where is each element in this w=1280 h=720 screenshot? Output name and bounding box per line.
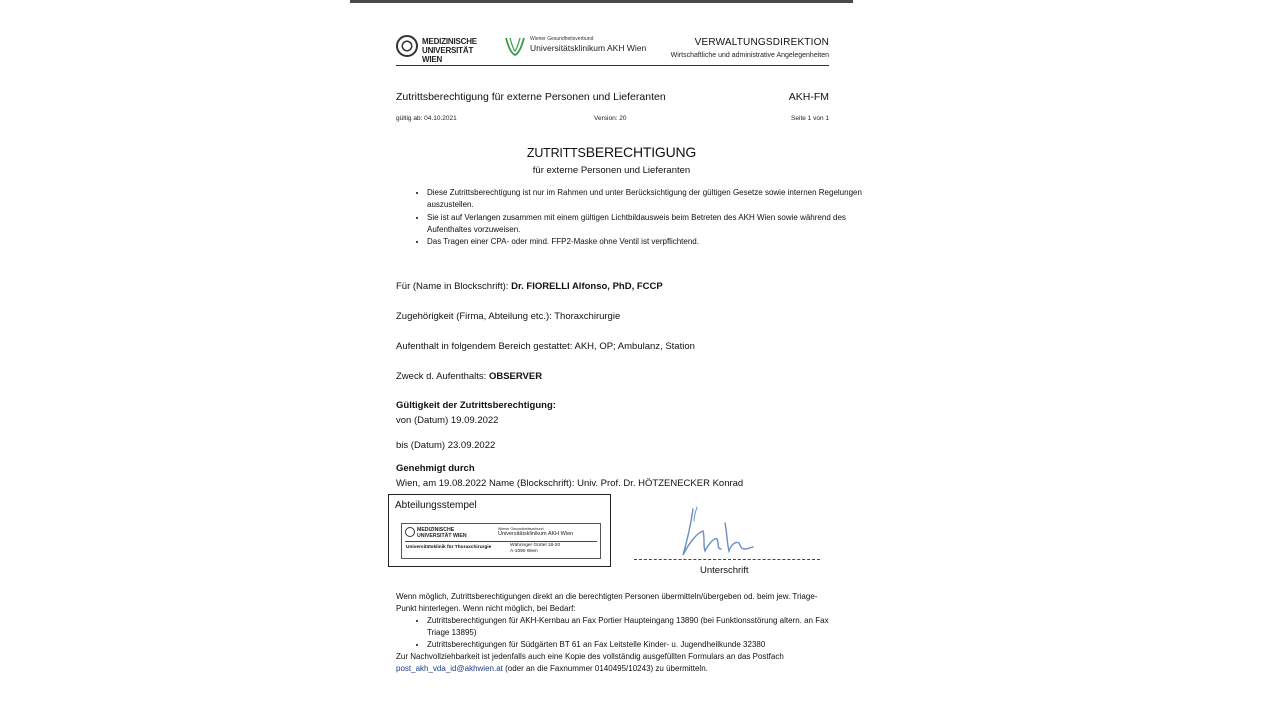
stamp-clinic: Universitätsklinik für Thoraxchirurgie xyxy=(406,545,492,550)
meduni-logo-text: MEDIZINISCHE UNIVERSITÄT WIEN xyxy=(422,37,477,64)
akh-logo xyxy=(504,33,664,59)
department-subtitle: Wirtschaftliche und administrative Angelegenheiten xyxy=(670,52,829,59)
validity-heading: Gültigkeit der Zutrittsberechtigung: xyxy=(396,400,556,411)
page-number: Seite 1 von 1 xyxy=(791,115,829,122)
department-stamp-box xyxy=(388,494,611,567)
name-field: Für (Name in Blockschrift): Dr. FIORELLI Alfonso, PhD, FCCP xyxy=(396,281,663,292)
main-title: ZUTRITTSBERECHTIGUNG xyxy=(526,144,697,160)
footer-outro: Zur Nachvollziehbarkeit ist jedenfalls auch eine Kopie des vollständig ausgefüllten Formulars an das Postfach post_akh_vda_id@akhwien.at (oder an die Faxnummer 0140495/10243) zu übermitteln. xyxy=(396,652,784,673)
list-item: • Sie ist auf Verlangen zusammen mit einem gültigen Lichtbildausweis beim Betreten des AKH Wien sowie während des Aufenthaltes vorzuweisen. xyxy=(427,212,867,237)
stamp-address: Währinger Gürtel 18-20 A-1090 Wien xyxy=(510,543,561,554)
footer-list xyxy=(396,615,836,651)
stamp-label: Abteilungsstempel xyxy=(395,500,477,511)
meduni-seal-icon xyxy=(396,35,418,57)
stamp-akh-text: Wiener Gesundheitsverbund Universitätsklinikum AKH Wien xyxy=(498,527,574,537)
approved-line: Wien, am 19.08.2022 Name (Blockschrift): Univ. Prof. Dr. HÖTZENECKER Konrad xyxy=(396,478,744,489)
department-stamp xyxy=(401,523,601,559)
affiliation-field: Zugehörigkeit (Firma, Abteilung etc.): Thoraxchirurgie xyxy=(396,311,621,322)
document-page xyxy=(350,3,862,720)
department-title: VERWALTUNGSDIREKTION xyxy=(694,37,829,48)
document-title: Zutrittsberechtigung für externe Personen und Lieferanten xyxy=(396,91,666,103)
meduni-logo xyxy=(396,33,496,64)
purpose-value: OBSERVER xyxy=(488,371,543,382)
handwritten-signature xyxy=(675,503,760,563)
footer-intro: Wenn möglich, Zutrittsberechtigungen direkt an die berechtigten Personen übermitteln/übergeben od. beim jew. Triage-Punkt hinterlegen. Wenn nicht möglich, bei Bedarf: xyxy=(396,592,818,613)
stamp-divider xyxy=(405,541,597,542)
list-item: • Zutrittsberechtigungen für AKH-Kernbau an Fax Portier Haupteingang 13890 (bei Funktionsstörung altern. an Fax Triage 13895) xyxy=(427,615,836,639)
name-value: Dr. FIORELLI Alfonso, PhD, FCCP xyxy=(511,281,663,292)
footer-instructions xyxy=(396,591,836,675)
email-link[interactable]: post_akh_vda_id@akhwien.at xyxy=(396,664,503,673)
valid-from: gültig ab: 04.10.2021 xyxy=(396,115,457,122)
list-item: • Das Tragen einer CPA- oder mind. FFP2-Maske ohne Ventil ist verpflichtend. xyxy=(427,236,867,248)
main-subtitle: für externe Personen und Lieferanten xyxy=(532,165,691,176)
letterhead xyxy=(396,31,829,66)
signature-line xyxy=(634,559,820,560)
akh-logo-subtitle: Wiener Gesundheitsverbund xyxy=(530,36,594,42)
version: Version: 20 xyxy=(594,115,627,122)
document-code: AKH-FM xyxy=(788,91,829,103)
stamp-meduni-text: MEDIZINISCHE UNIVERSITÄT WIEN xyxy=(417,527,467,539)
signature-label: Unterschrift xyxy=(700,565,749,576)
list-item: • Zutrittsberechtigungen für Südgärten BT 61 an Fax Leitstelle Kinder- u. Jugendheilkunde 32380 xyxy=(427,639,836,651)
akh-logo-icon xyxy=(504,35,526,57)
valid-until-date: bis (Datum) 23.09.2022 xyxy=(396,440,496,451)
purpose-field: Zweck d. Aufenthalts: OBSERVER xyxy=(396,371,543,382)
valid-from-date: von (Datum) 19.09.2022 xyxy=(396,415,499,426)
area-field: Aufenthalt in folgendem Bereich gestattet: AKH, OP; Ambulanz, Station xyxy=(396,341,695,352)
list-item: • Diese Zutrittsberechtigung ist nur im Rahmen und unter Berücksichtigung der gültigen Gesetze sowie internen Regelungen auszustellen. xyxy=(427,187,867,212)
akh-logo-title: Universitätsklinikum AKH Wien xyxy=(530,43,647,53)
rules-list xyxy=(396,187,867,248)
approved-heading: Genehmigt durch xyxy=(396,463,475,474)
